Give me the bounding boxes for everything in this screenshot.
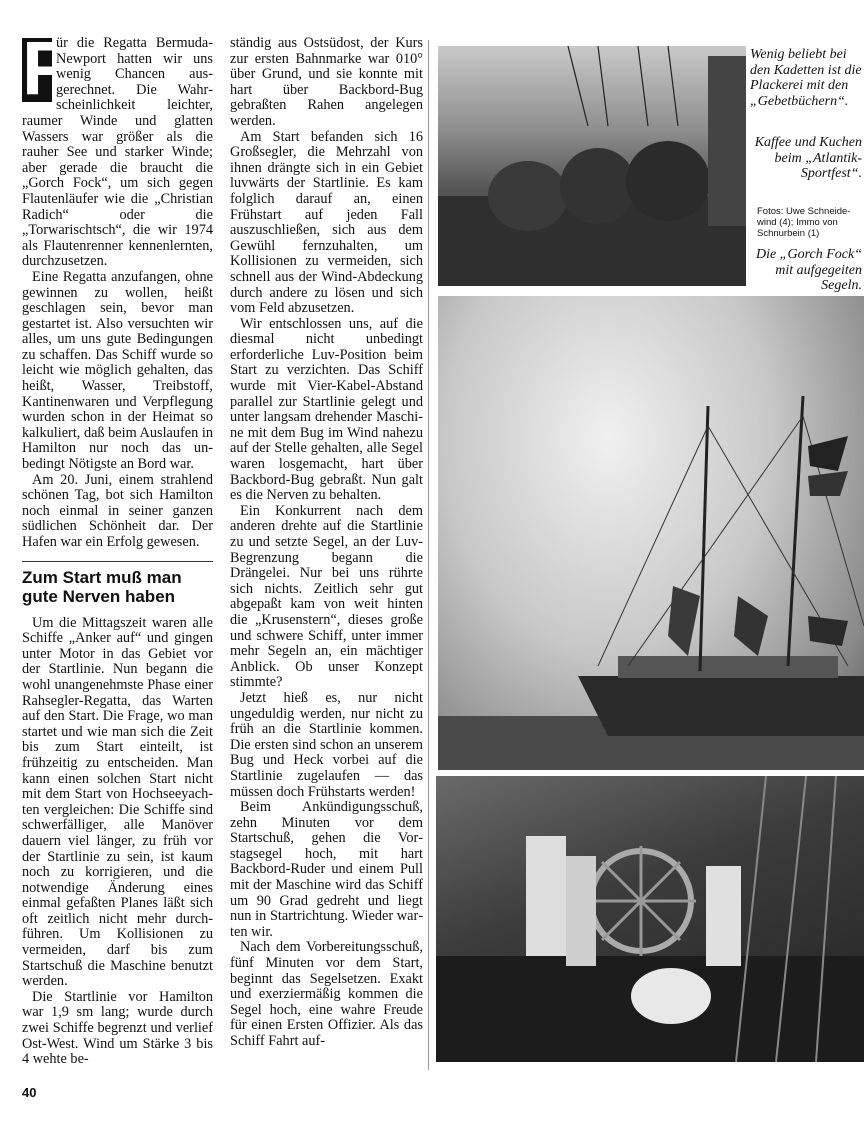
caption-cadets: Wenig beliebt bei den Kadetten ist die Plackerei mit den „Gebetbüchern“.	[750, 47, 862, 109]
drop-cap: F	[22, 26, 69, 111]
photo-sailing-ship	[438, 296, 864, 770]
paragraph: Die Startlinie vor Hamilton war 1,9 sm lang; wurde durch zwei Schiffe begrenzt und verlief Ost-West. Wind um Stärke 3 bis 4 wehte be-	[22, 988, 213, 1068]
paragraph: Nach dem Vorbereitungsschuß, fünf Minuten vor dem Start, beginnt das Segelsetzen. Exakt und exerziermäßig kommen die Segel hoch, eine wahre Freude für einen Ersten Offizier. Als das Schiff Fahrt auf-	[230, 939, 423, 1049]
paragraph: Ein Konkurrent nach dem anderen drehte auf die Startlinie zu und setzte Segel, an der Luv-Begrenzung begann die Drängelei. Nur bei uns rührte sich nichts. Zeitlich sehr gut abgepaßt kam von weit hinten die „Krusenstern“, dieses große und schwere Schiff, unter immer mehr Segeln an, ein mächtiger Anblick. Ob unser Konzept stimmte?	[230, 502, 423, 691]
article-column-2	[230, 36, 423, 1050]
paragraph: Eine Regatta anzufangen, ohne gewinnen zu wollen, heißt geschlagen sein, bevor man gestartet ist. Also versuchten wir alles, um uns gute Bedingungen zu schaffen. Das Schiff wurde so leicht wie möglich gehalten, das heißt, Wasser, Treibstoff, Kantinenwaren und Verpflegung wurden schon in der Heimat so kalkuliert, daß beim Auslaufen in Hamilton nur noch das unbedingt Nötigste an Bord war.	[22, 268, 213, 473]
photo-ship-wheel	[436, 776, 864, 1062]
article-column-1	[22, 26, 213, 1068]
photo-cadets-on-deck	[438, 46, 746, 286]
caption-sportfest: Kaffee und Kuchen beim „Atlantik-Sportfest“.	[754, 135, 862, 181]
section-divider	[22, 561, 213, 562]
paragraph: Um die Mittagszeit waren alle Schiffe „Anker auf“ und gingen unter Motor in das Gebiet vor der Startlinie. Nun begann die wohl unangenehmste Phase einer Rahsegler-Regatta, das Warten auf den Start. Die Frage, wo man startet und wie man sich die Zeit bis zum Start einteilt, ist frühzeitig zu entscheiden. Man kann einen solchen Start nicht mit dem Start von Hochseeyachten vergleichen: Die Schiffe sind schwerfälliger, alle Manöver dauern viel länger, zu früh vor der Startlinie zu sein, ist kaum noch zu korrigieren, und die notwendige Änderung eines einmal gefaßten Planes läßt sich oft zeitlich nicht mehr durchführen. Um Kollisionen zu vermeiden, darf bis zum Startschuß die Maschine benutzt werden.	[22, 614, 213, 990]
photo-wheel-illustration	[436, 776, 864, 1062]
paragraph: ständig aus Ostsüdost, der Kurs zur ersten Bahnmarke war 010° über Grund, und sie konnte mit hart über Backbord-Bug gebraßten Rahen angelegen werden.	[230, 35, 423, 129]
paragraph: Jetzt hieß es, nur nicht ungeduldig werden, nur nicht zu früh an die Startlinie kommen. Die ersten sind schon an unserem Bug und Heck vorbei auf die Startlinie zugelaufen — das müssen doch Frühstarts werden!	[230, 689, 423, 800]
paragraph: ür die Regatta Bermuda-Newport hatten wir uns wenig Chancen ausgerechnet. Die Wahrscheinlichkeit leichter, raumer Winde und glatten Wassers war größer als die rauher See und starker Winde; aber gerade die braucht die „Gorch Fock“, um sich gegen Flautenläufer wie die „Christian Radich“ oder die „Torwarischtsch“, die wir 1974 als Flautenrenner kennenlernten, durchzusetzen.	[22, 35, 213, 270]
paragraph: Wir entschlossen uns, auf die diesmal nicht unbedingt erforderliche Luv-Position beim Start zu verzichten. Das Schiff wurde mit Vier-Kabel-Abstand parallel zur Startlinie gelegt und unter langsam drehender Maschine mit dem Bug im Wind nahezu auf der Stelle gehalten, alle Segel waren losgemacht, hart über Backbord-Bug gebraßt. Nun galt es die Nerven zu behalten.	[230, 315, 423, 504]
paragraph: Beim Ankündigungsschuß, zehn Minuten vor dem Startschuß, gehen die Vorstagsegel hoch, mit hart Backbord-Ruder und einem Pull mit der Maschine wird das Schiff um 90 Grad gedreht und liegt nun in Startrichtung. Wieder warten wir.	[230, 799, 423, 940]
paragraph: Am 20. Juni, einem strahlend schönen Tag, bot sich Hamilton noch einmal in seiner ganzen südlichen Schönheit dar. Der Hafen war ein Erfolg gewesen.	[22, 471, 213, 550]
photo-frame-line	[428, 40, 429, 1070]
section-heading: Zum Start muß man gute Nerven haben	[22, 567, 182, 606]
page-number: 40	[22, 1085, 37, 1100]
photo-cadets-illustration	[438, 46, 746, 286]
caption-gorch-fock: Die „Gorch Fock“ mit aufgegeiten Segeln.	[755, 247, 862, 293]
photo-credit: Fotos: Uwe Schneidewind (4); Immo von Schnurbein (1)	[757, 206, 851, 239]
paragraph: Am Start befanden sich 16 Großsegler, die Mehrzahl von ihnen drängte sich in ein Gebiet luvwärts der Startlinie. Es kam folglich darauf an, einen Frühstart auf jeden Fall auszuschließen, sich aus dem Gewühl fernzuhalten, um Kollisionen zu vermeiden, sich schnell aus der Wind-Abdeckung durch andere zu lösen und sich vom Feld abzusetzen.	[230, 128, 423, 317]
photo-ship-illustration	[438, 296, 864, 770]
